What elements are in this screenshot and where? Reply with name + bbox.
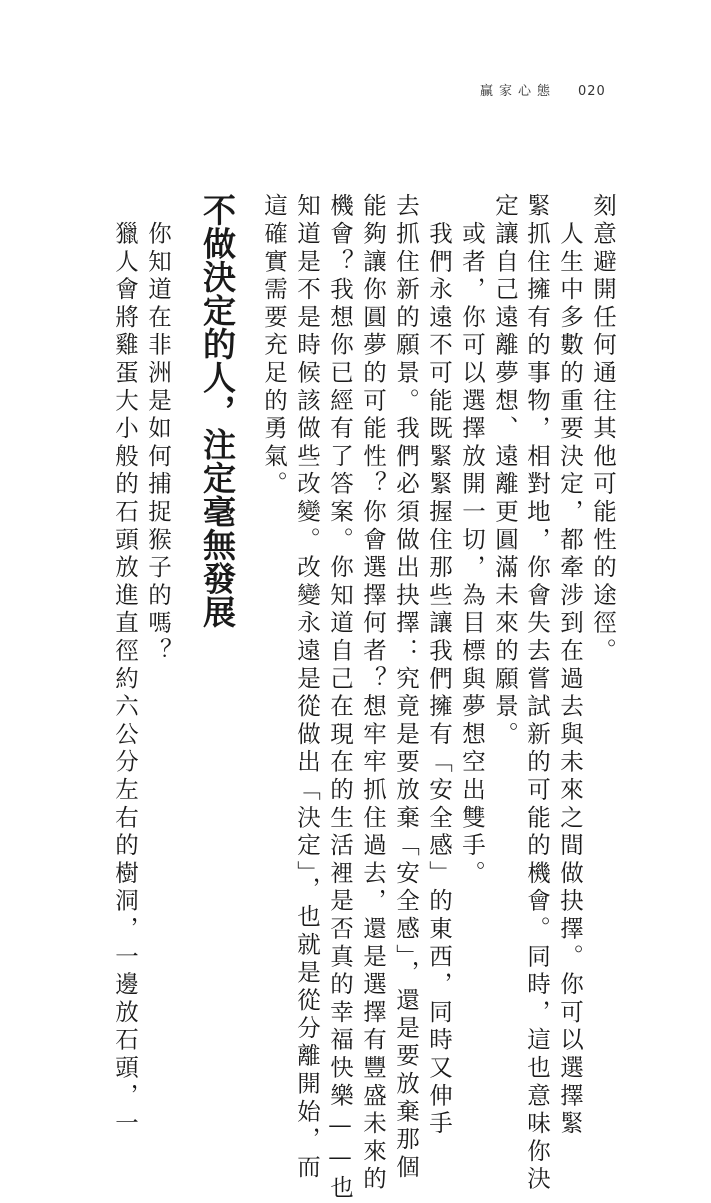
page-number: 020 [578,84,606,99]
body-text-column: 人生中多數的重要決定，都牽涉到在過去與未來之間做抉擇。你可以選擇緊 [556,193,584,1139]
body-text-column: 或者，你可以選擇放開一切，為目標與夢想空出雙手。 [458,193,486,888]
section-heading: 不做決定的人，注定毫無發展 [198,193,237,629]
body-text-column: 知道是不是時候該做些改變。改變永遠是從做出「決定」，也就是從分離開始，而 [293,193,321,1183]
running-header [480,80,680,99]
body-text-column: 這確實需要充足的勇氣。 [260,193,288,499]
body-text-column: 刻意避開任何通往其他可能性的途徑。 [589,193,617,666]
body-text-column: 獵人會將雞蛋大小般的石頭放進直徑約六公分左右的樹洞，一邊放石頭，一 [111,193,139,1139]
body-text-column: 去抓住新的願景。我們必須做出抉擇：究竟是要放棄「安全感」，還是要放棄那個 [392,193,420,1183]
body-text-column: 能夠讓你圓夢的可能性？你會選擇何者？想牢牢抓住過去，還是選擇有豐盛未來的 [359,193,387,1194]
running-header-title: 贏家心態 [480,84,557,99]
body-text-column: 我們永遠不可能既緊緊握住那些讓我們擁有「安全感」的東西，同時又伸手 [425,193,453,1139]
body-text-column: 緊抓住擁有的事物，相對地，你會失去嘗試新的可能的機會。同時，這也意味你決 [523,193,551,1194]
body-text-column: 機會？我想你已經有了答案。你知道自己在現在的生活裡是否真的幸福快樂——也 [326,193,354,1203]
body-text-column: 定讓自己遠離夢想、遠離更圓滿未來的願景。 [491,193,519,749]
body-text-column: 你知道在非洲是如何捕捉猴子的嗎？ [144,193,172,666]
